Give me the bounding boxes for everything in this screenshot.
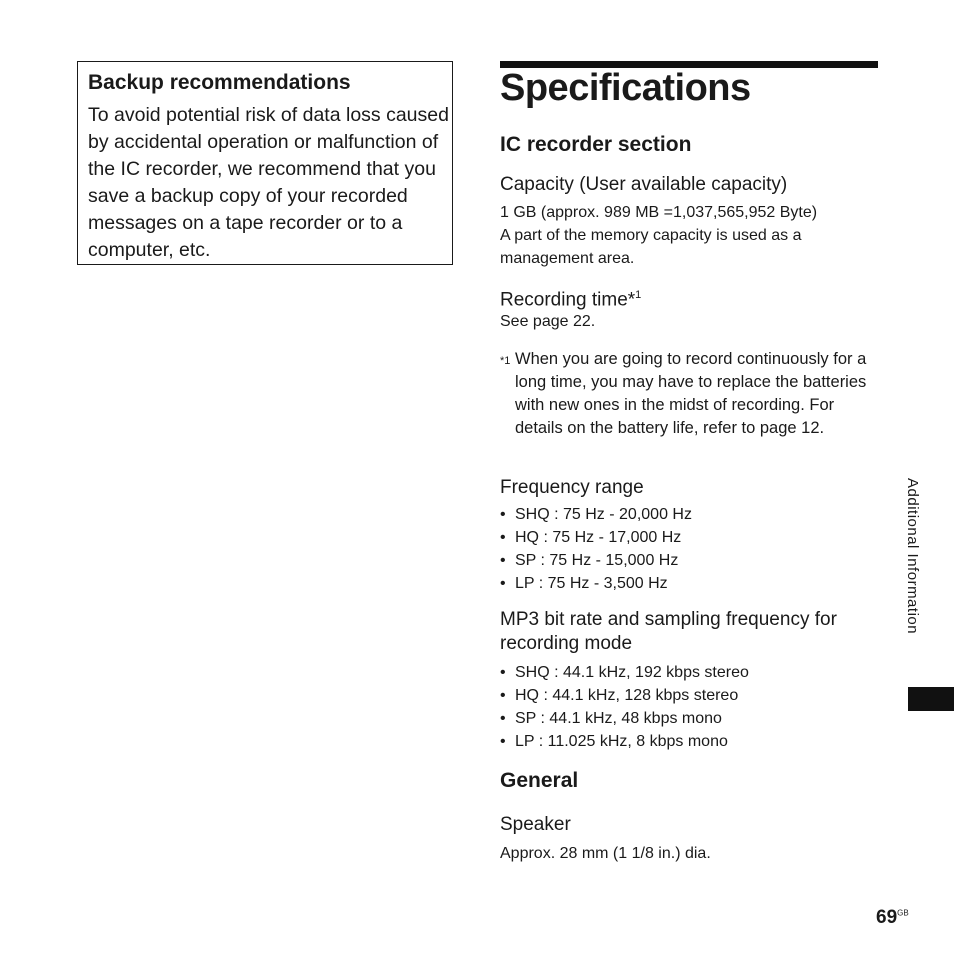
footnote-mark: *1 bbox=[500, 355, 511, 367]
list-item: • HQ : 44.1 kHz, 128 kbps stereo bbox=[500, 684, 749, 707]
footnote bbox=[500, 348, 880, 440]
capacity-value: 1 GB (approx. 989 MB =1,037,565,952 Byte) bbox=[500, 204, 818, 221]
side-section-label: Additional Information bbox=[904, 478, 921, 635]
backup-text: To avoid potential risk of data loss caused by accidental operation or malfunction of the IC recorder, we recommend that you save a backup copy of your recorded messages on a tape recorder or to a computer, etc. bbox=[88, 104, 449, 261]
list-item: • SHQ : 75 Hz - 20,000 Hz bbox=[500, 503, 692, 526]
mp3-list bbox=[500, 661, 749, 753]
page-title: Specifications bbox=[500, 67, 751, 109]
frequency-range-label: Frequency range bbox=[500, 477, 644, 498]
list-item: • SP : 44.1 kHz, 48 kbps mono bbox=[500, 707, 749, 730]
footnote-ref: 1 bbox=[635, 289, 642, 301]
list-item: • LP : 11.025 kHz, 8 kbps mono bbox=[500, 730, 749, 753]
page-suffix: GB bbox=[897, 908, 909, 918]
ic-section-heading: IC recorder section bbox=[500, 133, 692, 156]
capacity-note: A part of the memory capacity is used as a management area. bbox=[500, 227, 802, 267]
recording-time-label: Recording time*$^1$ bbox=[500, 289, 642, 311]
footnote-text: When you are going to record continuously for a long time, you may have to replace the batteries with new ones in the midst of recording. For details on the battery life, refer to page 12. bbox=[515, 350, 867, 437]
general-heading: General bbox=[500, 769, 579, 792]
mp3-label: MP3 bit rate and sampling frequency for recording mode bbox=[500, 609, 837, 654]
backup-recommendations-box bbox=[77, 61, 453, 265]
list-item: • SHQ : 44.1 kHz, 192 kbps stereo bbox=[500, 661, 749, 684]
frequency-range-list bbox=[500, 503, 692, 595]
list-item: • HQ : 75 Hz - 17,000 Hz bbox=[500, 526, 692, 549]
speaker-label: Speaker bbox=[500, 814, 571, 835]
list-item: • LP : 75 Hz - 3,500 Hz bbox=[500, 572, 692, 595]
recording-time-value: See page 22. bbox=[500, 313, 596, 330]
list-item: • SP : 75 Hz - 15,000 Hz bbox=[500, 549, 692, 572]
section-tab-marker bbox=[908, 687, 954, 711]
backup-title: Backup recommendations bbox=[88, 71, 351, 94]
capacity-label: Capacity (User available capacity) bbox=[500, 174, 788, 195]
page-number: $69^{GB}$ bbox=[876, 907, 909, 928]
speaker-value: Approx. 28 mm (1 1/8 in.) dia. bbox=[500, 845, 711, 862]
